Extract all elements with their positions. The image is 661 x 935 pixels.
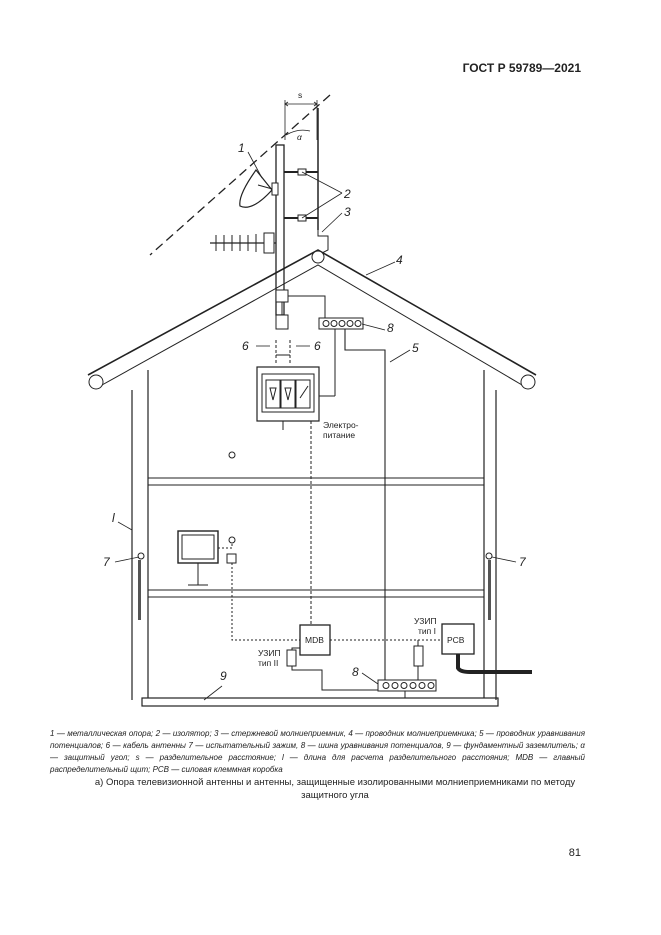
figure-caption: а) Опора телевизионной антенны и антенны, защищенные изолированными молниеприемниками по методу защитного угла [94,777,576,801]
bonding-bar-upper [319,318,363,329]
callout-4: 4 [396,253,403,267]
bonding-conductor [345,329,385,682]
power-label-2: питание [323,430,356,440]
spd2-label-1: УЗИП [258,648,281,658]
s-label: s [298,90,303,100]
page-number: 81 [568,847,581,859]
callout-5: 5 [412,341,419,355]
spd1-label-1: УЗИП [414,616,437,626]
spd-type-2 [287,650,296,666]
spd-type-1 [414,646,423,666]
l-label: l [112,511,115,525]
legend: 1 — металлическая опора; 2 — изолятор; 3 — стержневой молниеприемник, 4 — проводник молниеприемника; 5 — проводник уравнивания потенциалов; 6 — кабель антенны 7 — испытательный зажим, 8 — шина уравнивания потенциалов, 9 — фундаментный заземлитель; α — защитный угол; s — разделительное расстояние; l — длина для расчета разделительного расстояния; MDB — главный распределительный щит; PCB — силовая клеммная коробка [50,729,585,774]
test-joint [138,553,144,559]
foundation-slab [142,698,498,706]
alpha-label: α [297,132,302,142]
callout-6-right: 6 [314,339,321,353]
callout-8-upper: 8 [387,321,394,335]
spd1-label-2: тип I [418,626,436,636]
test-joint [486,553,492,559]
callout-9: 9 [220,669,227,683]
callout-2: 2 [344,187,351,201]
power-label-1: Электро- [323,420,359,430]
gutter-right [521,375,535,389]
callout-7-left: 7 [103,555,110,569]
antenna-socket [229,537,235,543]
callout-1: 1 [238,141,245,155]
mdb-label: MDB [305,635,324,645]
antenna-socket [229,452,235,458]
gutter-left [89,375,103,389]
callout-6-left: 6 [242,339,249,353]
callout-8-lower: 8 [352,665,359,679]
pcb-label: PCB [447,635,465,645]
callout-7-right: 7 [519,555,526,569]
satellite-dish [240,170,272,207]
spd2-label-2: тип II [258,658,279,668]
standard-number: ГОСТ Р 59789—2021 [462,61,581,75]
callout-3: 3 [344,205,351,219]
power-cable-in [458,654,532,672]
